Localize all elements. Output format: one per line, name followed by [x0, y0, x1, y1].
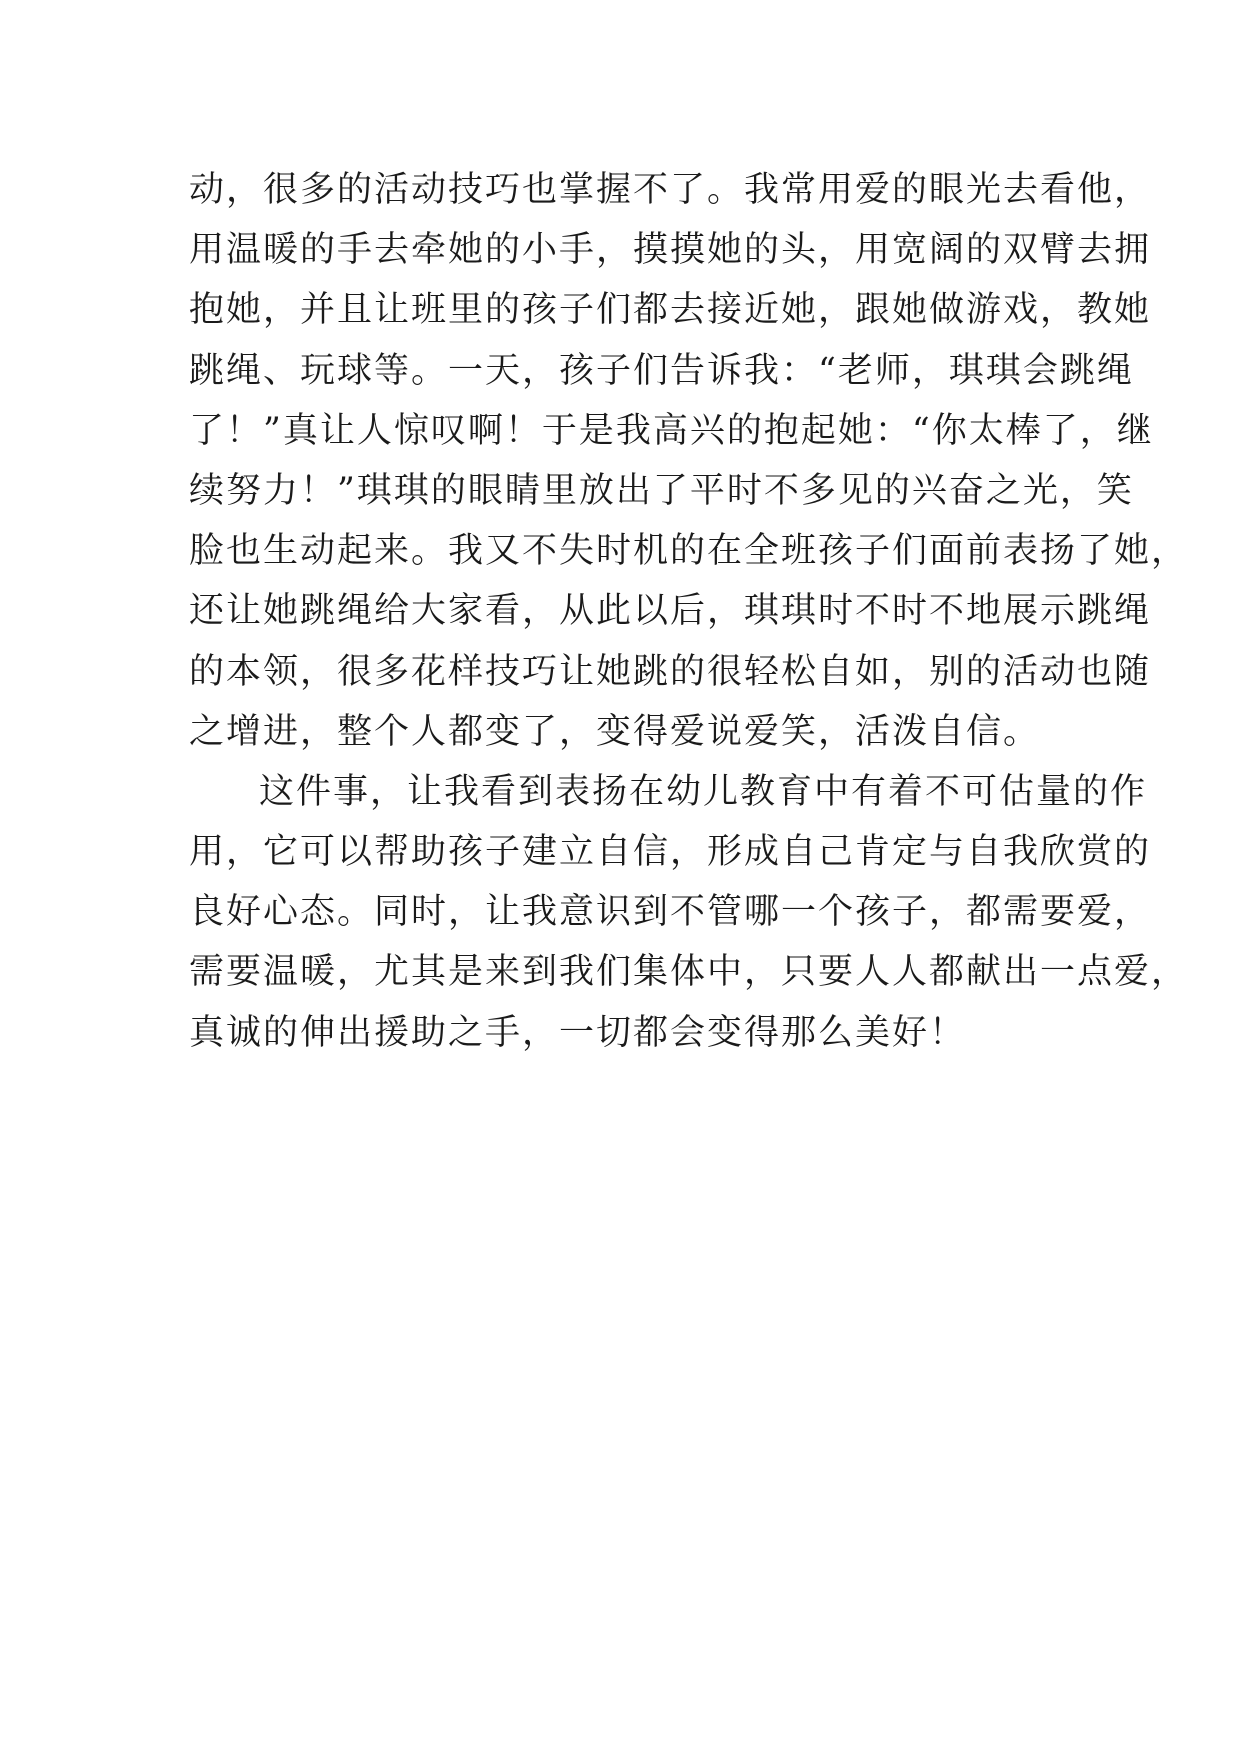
paragraph-2	[189, 762, 1189, 1063]
body-text	[189, 160, 1189, 1063]
text-line: 续努力！”琪琪的眼睛里放出了平时不多见的兴奋之光，笑	[189, 470, 1134, 511]
text-line: 还让她跳绳给大家看，从此以后，琪琪时不时不地展示跳绳	[189, 591, 1152, 632]
text-line: 的本领，很多花样技巧让她跳的很轻松自如，别的活动也随	[189, 651, 1152, 692]
paragraph-1	[189, 160, 1189, 762]
text-line: 动，很多的活动技巧也掌握不了。我常用爱的眼光去看他，	[189, 170, 1152, 210]
text-line: 之增进，整个人都变了，变得爱说爱笑，活泼自信。	[189, 711, 1041, 752]
text-line: 真诚的伸出援助之手，一切都会变得那么美好！	[189, 1012, 967, 1053]
text-line: 需要温暖，尤其是来到我们集体中，只要人人都献出一点爱，	[189, 952, 1189, 993]
text-line: 脸也生动起来。我又不失时机的在全班孩子们面前表扬了她，	[189, 531, 1189, 572]
text-line: 跳绳、玩球等。一天，孩子们告诉我：“老师，琪琪会跳绳	[189, 350, 1134, 391]
text-line: 用温暖的手去牵她的小手，摸摸她的头，用宽阔的双臂去拥	[189, 230, 1152, 271]
text-line: 抱她，并且让班里的孩子们都去接近她，跟她做游戏，教她	[189, 290, 1152, 331]
text-line: 用，它可以帮助孩子建立自信，形成自己肯定与自我欣赏的	[189, 832, 1152, 873]
text-line: 良好心态。同时，让我意识到不管哪一个孩子，都需要爱，	[189, 892, 1152, 933]
text-line: 了！”真让人惊叹啊！于是我高兴的抱起她：“你太棒了，继	[189, 410, 1154, 451]
text-line: 这件事，让我看到表扬在幼儿教育中有着不可估量的作	[259, 771, 1148, 812]
